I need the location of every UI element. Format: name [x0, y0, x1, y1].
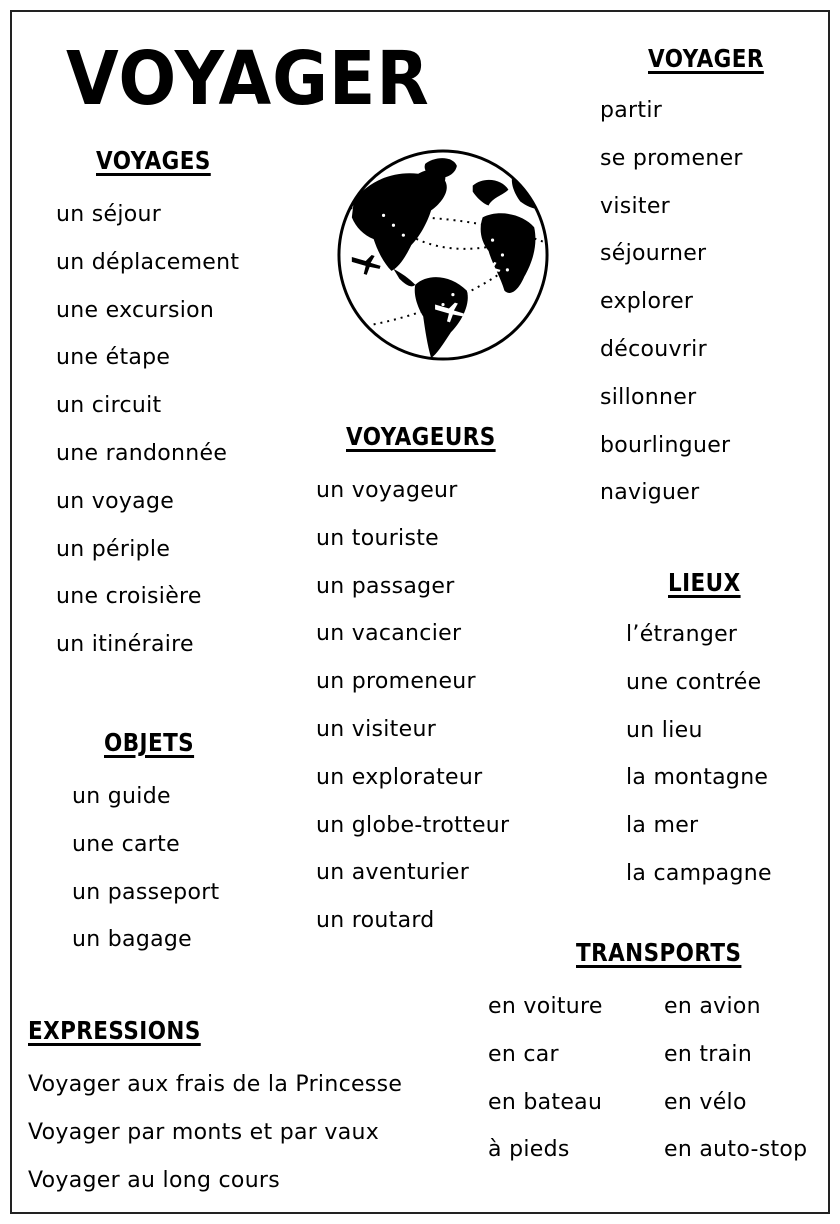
list-item: une randonnée [56, 440, 228, 466]
list-item: en avion [664, 994, 761, 1019]
list-item: un périple [56, 536, 171, 562]
page-title: VOYAGER [66, 36, 430, 122]
list-item: un voyageur [316, 478, 458, 503]
list-item: bourlinguer [600, 432, 731, 458]
list-item: découvrir [600, 336, 707, 362]
list-item: en voiture [488, 994, 603, 1019]
list-item: Voyager au long cours [28, 1168, 281, 1193]
list-item: Voyager aux frais de la Princesse [28, 1072, 403, 1097]
list-item: un routard [316, 908, 435, 934]
list-item: un séjour [56, 202, 162, 227]
list-item: un touriste [316, 525, 439, 551]
heading-voyageurs: VOYAGEURS [346, 422, 496, 451]
list-item: en train [664, 1041, 753, 1067]
list-item: un passager [316, 573, 455, 599]
vocabulary-poster [10, 10, 830, 1214]
list-item: explorer [600, 289, 694, 315]
list-item: un circuit [56, 393, 162, 419]
list-item: en vélo [664, 1089, 747, 1115]
list-item: un bagage [72, 927, 192, 953]
list-item: en car [488, 1041, 559, 1067]
globe-with-flight-paths-icon [334, 146, 552, 364]
list-voyages [56, 200, 239, 678]
list-item: un explorateur [316, 764, 483, 790]
list-verbes [600, 96, 743, 526]
list-item: la mer [626, 813, 699, 839]
list-item: la campagne [626, 860, 772, 886]
list-item: un aventurier [316, 860, 470, 886]
list-item: un voyage [56, 488, 175, 514]
list-item: l’étranger [626, 622, 738, 647]
list-item: une croisière [56, 584, 202, 610]
list-item: une excursion [56, 297, 215, 323]
list-item: une contrée [626, 669, 762, 695]
list-item: une étape [56, 345, 171, 371]
list-item: un globe-trotteur [316, 812, 510, 838]
list-item: un lieu [626, 717, 703, 743]
list-item: se promener [600, 145, 743, 171]
list-item: en auto-stop [664, 1137, 808, 1163]
list-item: un promeneur [316, 669, 476, 695]
list-item: Voyager par monts et par vaux [28, 1120, 380, 1145]
list-expressions [28, 1070, 402, 1214]
list-item: un visiteur [316, 716, 437, 742]
list-item: partir [600, 98, 663, 123]
list-item: en bateau [488, 1089, 603, 1115]
heading-objets: OBJETS [104, 728, 195, 757]
heading-expressions: EXPRESSIONS [28, 1016, 201, 1045]
heading-voyages: VOYAGES [96, 146, 211, 175]
heading-lieux: LIEUX [668, 568, 741, 597]
list-item: la montagne [626, 765, 769, 791]
list-objets [72, 782, 219, 973]
list-item: un déplacement [56, 249, 240, 275]
heading-transports: TRANSPORTS [576, 938, 742, 967]
list-transports-left [488, 992, 603, 1183]
list-item: un itinéraire [56, 632, 194, 658]
list-voyageurs [316, 476, 509, 954]
list-item: à pieds [488, 1137, 570, 1163]
list-item: un passeport [72, 879, 220, 905]
list-item: visiter [600, 193, 671, 219]
list-item: séjourner [600, 241, 707, 267]
list-item: sillonner [600, 384, 697, 410]
list-lieux [626, 620, 772, 907]
list-item: naviguer [600, 480, 700, 506]
list-transports-right [664, 992, 807, 1183]
heading-verbes: VOYAGER [648, 44, 764, 73]
list-item: un vacancier [316, 621, 462, 647]
list-item: un guide [72, 784, 171, 809]
list-item: une carte [72, 831, 180, 857]
